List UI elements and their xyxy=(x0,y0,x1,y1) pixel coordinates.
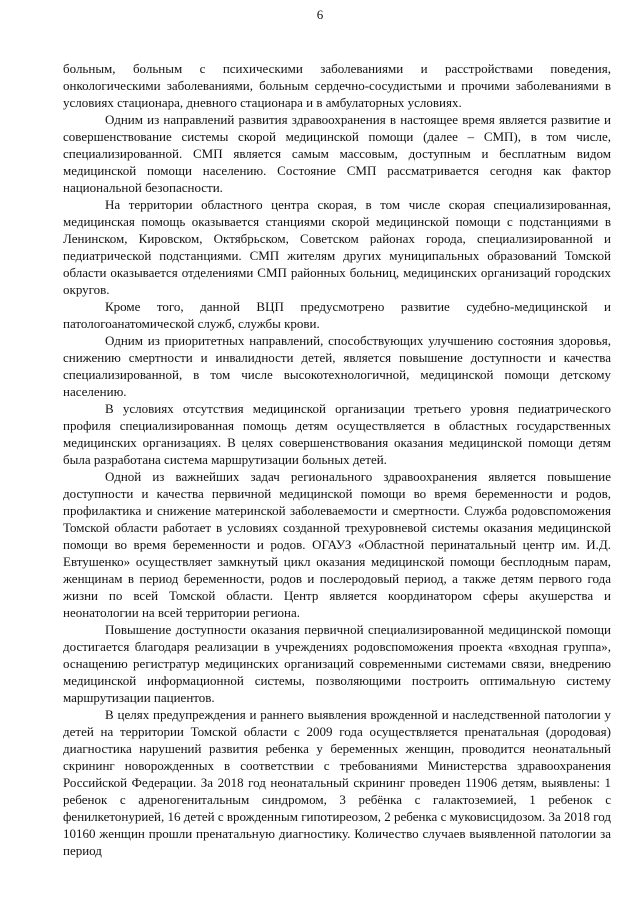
page-number: 6 xyxy=(316,7,324,22)
paragraph-smp-stations: На территории областного центра скорая, в том числе скорая специализированная, медицинская помощь оказывается станциями скорой медицинской помощи с подстанциями в Ленинском, Кировском, Октябрьском, Советском районах города, специализированной и педиатрической подстанциями. СМП жителям других муниципальных образований Томской области оказывается отделениями СМП районных больниц, медицинских организаций городских округов. xyxy=(63,197,611,297)
paragraph-continuation: больным, больным с психическими заболеваниями и расстройствами поведения, онкологическими заболеваниями, больным сердечно-сосудистыми и прочими заболеваниями в условиях стационара, дневного стационара и в амбулаторных условиях. xyxy=(63,61,611,110)
paragraph-child-health-priority: Одним из приоритетных направлений, способствующих улучшению состояния здоровья, снижению смертности и инвалидности детей, является повышение доступности и качества специализированной, в том числе высокотехнологичной, медицинской помощи детскому населению. xyxy=(63,333,611,399)
paragraph-neonatal-screening: В целях предупреждения и раннего выявления врожденной и наследственной патологии у детей на территории Томской области с 2009 года осуществляется пренатальная (дородовая) диагностика нарушений развития ребенка у беременных женщин, проводится неонатальный скрининг новорожденных в соответствии с требованиями Министерства здравоохранения Российской Федерации. За 2018 год неонатальный скрининг проведен 11906 детям, выявлены: 1 ребенок с адреногенитальным синдромом, 3 ребёнка с галактоземией, 1 ребенок с фенилкетонурией, 16 детей с врожденным гипотиреозом, 2 ребенка с муковисцидозом. За 2018 год 10160 женщин прошли пренатальную диагностику. Количество случаев выявленной патологии за период xyxy=(63,707,611,858)
document-body xyxy=(63,60,611,859)
paragraph-maternity-service: Одной из важнейших задач регионального здравоохранения является повышение доступности и качества первичной медицинской помощи во время беременности и родов, профилактика и снижение материнской заболеваемости и смертности. Служба родовспоможения Томской области работает в условиях созданной трехуровневой системы оказания медицинской помощи во время беременности и родов. ОГАУЗ «Областной перинатальный центр им. И.Д. Евтушенко» осуществляет замкнутый цикл оказания медицинской помощи бесплодным парам, женщинам в период беременности, родов и послеродовый период, а также детям первого года жизни по всей Томской области. Центр является координатором сферы акушерства и неонатологии на всей территории региона. xyxy=(63,469,611,620)
paragraph-smp-development: Одним из направлений развития здравоохранения в настоящее время является развитие и совершенствование системы скорой медицинской помощи (далее – СМП), в том числе, специализированной. СМП является самым массовым, доступным и бесплатным видом медицинской помощи населению. Состояние СМП рассматривается сегодня как фактор национальной безопасности. xyxy=(63,112,611,195)
paragraph-pediatric-routing: В условиях отсутствия медицинской организации третьего уровня педиатрического профиля специализированная помощь детям осуществляется в областных государственных медицинских организациях. В целях совершенствования оказания медицинской помощи детям была разработана система маршрутизации больных детей. xyxy=(63,401,611,467)
paragraph-entrance-group-project: Повышение доступности оказания первичной специализированной медицинской помощи достигается благодаря реализации в учреждениях родовспоможения проекта «входная группа», оснащению регистратур медицинских организаций современными системами связи, внедрению медицинской информационной системы, позволяющими построить оптимальную систему маршрутизации пациентов. xyxy=(63,622,611,705)
paragraph-forensic-services: Кроме того, данной ВЦП предусмотрено развитие судебно-медицинской и патологоанатомической служб, службы крови. xyxy=(63,299,611,331)
